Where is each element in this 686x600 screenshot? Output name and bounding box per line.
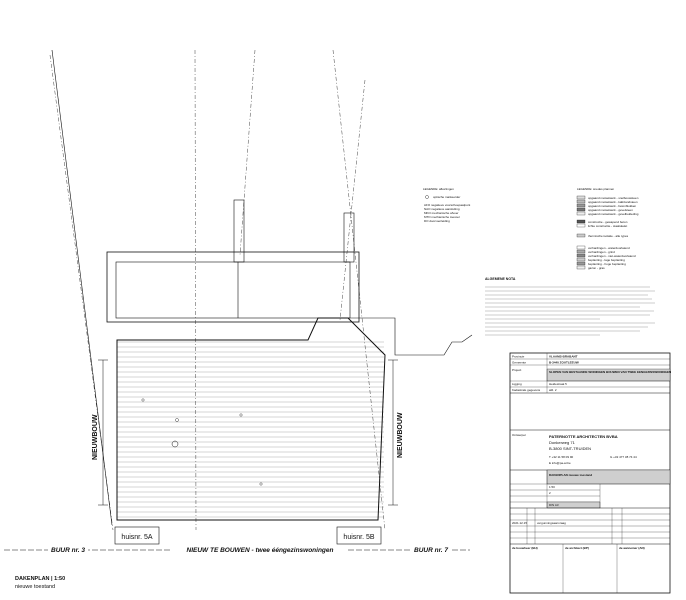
legend-left-item: DO doorvoerleiding [424,219,450,223]
roof-hatch [117,342,384,517]
legend-left-item: optische markeerder [433,195,461,199]
tb-province: VLAAMS-BRABANT [549,354,578,359]
legend-right-item: beplanting - hoge beplanting [588,262,626,266]
legend-right-item: opgaand metselwerk - snelbouwsteen [588,196,639,200]
street-label-right: BUUR nr. 7 [414,547,448,554]
house-label-a: huisnr. 5A [121,534,153,541]
tb-date: 2021.12.15 [512,521,528,525]
tb-signature-contractor: de aannemer (AN) [619,546,645,550]
tb-architect-street: Donkerweg 71 [549,440,575,445]
tb-revision: vergunningsaanvraag [537,521,566,525]
legend-right-item: opgaand metselwerk - betonblokken [588,204,637,208]
legend-right-item: verhardingen - waterdoorlatend [588,246,630,250]
tb-cadastral: afd. 2 [549,388,557,392]
legend-right-item: verhardingen - niet-waterdoorlatend [588,254,636,258]
notes-text-block [485,287,655,335]
legend-right-item: lichte constructie - staalskelet [588,224,628,228]
legend-abbreviations [423,187,470,223]
tb-project: SLOPEN VAN BESTAANDE WONINGEN BOUWEN VAN TWEE EENGEZINSWONINGEN [549,370,672,374]
house-label-b: huisnr. 5B [343,534,375,541]
plan-drawing [4,50,472,550]
tb-label: Ontwerper [512,433,527,437]
legend-right-item: opgaand metselwerk - kalkzandsteen [588,200,638,204]
tb-paper: DIN A3 [549,503,559,507]
tb-label: Kadastrale gegevens [512,388,541,392]
upper-volume-inner [116,262,350,318]
site-boundary-lines [50,50,385,530]
legend-right-item: opgaand metselwerk - gevelbekleding [588,212,639,216]
tb-plan-name: DAKENPLAN nieuwe toestand [549,473,593,477]
upper-volume [107,252,359,322]
legend-right-item: opgaand metselwerk - gevelsteen [588,208,633,212]
tb-architect-mobile: G +32 477 38 74 44 [610,455,637,459]
legend-right-item: constructie - gewapend beton [588,220,628,224]
tb-label: Project [512,368,522,372]
legend-left-item: MKO mechanische afvoer [424,211,459,215]
legend-right-item: gazon - gras [588,266,605,270]
notes-title: ALGEMENE NOTA [485,277,516,281]
plan-subtitle: nieuwe toestand [15,584,56,590]
tb-scale: 1:50 [549,485,555,489]
neighbour-label-left: NIEUWBOUW [92,414,99,460]
roof-outline [117,318,385,520]
tb-label: Gemeente [512,360,527,365]
chimney-left [234,200,244,262]
street-label-center: NIEUW TE BOUWEN - twee ééngezinswoningen [186,547,334,554]
tb-architect-tel: T +32 11 58 09 90 [549,455,574,459]
tb-signature-owner: de bouwheer (BH) [512,546,538,550]
tb-label: Provincie [512,354,525,359]
tb-architect-mail: E info@pa-ar.be [549,461,571,465]
legend-right-labels [588,196,639,270]
street-label-left: BUUR nr. 3 [51,547,85,554]
legend-left-item: MTO mechanische toevoer [424,215,460,219]
legend-right-item: thermische isolatie - alle types [588,234,629,238]
tb-floor: 2 [549,491,551,495]
tb-location: Heidestraat 5 [549,382,567,386]
plan-title: DAKENPLAN | 1:50 [15,576,66,582]
legend-right-item: beplanting - lage beplanting [588,258,625,262]
neighbour-label-right: NIEUWBOUW [397,412,404,458]
legend-left-item: NAO negatieve aansluiting [424,207,460,211]
tb-signature-architect: de architect (BP) [565,546,589,550]
tb-architect-name: PATERNOTTE ARCHITECTEN BVBA [549,434,618,439]
tb-municipality: B-3440 ZOUTLEEUW [549,360,579,365]
tb-label: Ligging [512,382,522,386]
title-block-text [512,355,671,551]
legend-left-title: LEGENDE: afkortingen [423,187,454,191]
legend-left-item: AFO negatieve voorschoepaalpunt [424,203,471,207]
tb-architect-city: B-3800 SINT-TRUIDEN [549,446,592,451]
legend-right-item: verhardingen - grind [588,250,615,254]
legend-right-title: LEGENDE: snedes plannen [577,187,615,191]
chimney-right [344,213,354,262]
